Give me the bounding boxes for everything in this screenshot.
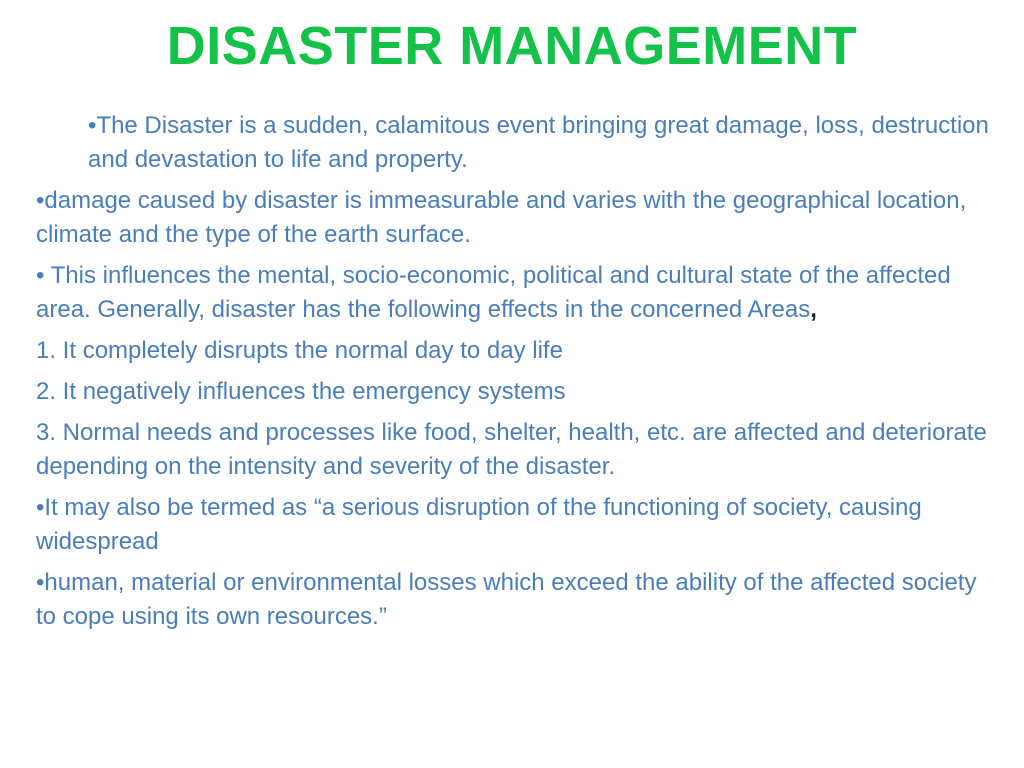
slide-title: DISASTER MANAGEMENT <box>166 16 858 76</box>
paragraph-losses: •human, material or environmental losses which exceed the ability of the affected society to cope using its own resources.” <box>36 569 977 630</box>
paragraph-damage: •damage caused by disaster is immeasurable and varies with the geographical location, climate and the type of the earth surface. <box>36 187 967 248</box>
list-item-2: 2. It negatively influences the emergency systems <box>36 378 566 405</box>
paragraph-influences <box>36 259 996 327</box>
paragraph-influences-text: • This influences the mental, socio-economic, political and cultural state of the affected area. Generally, disaster has the following effects in the concerned Areas <box>36 262 951 323</box>
list-item-1: 1. It completely disrupts the normal day to day life <box>36 337 563 364</box>
slide-body <box>36 109 996 641</box>
list-item-3: 3. Normal needs and processes like food, shelter, health, etc. are affected and deteriorate depending on the intensity and severity of the disaster. <box>36 419 987 480</box>
paragraph-termed: •It may also be termed as “a serious disruption of the functioning of society, causing widespread <box>36 494 922 555</box>
paragraph-definition: •The Disaster is a sudden, calamitous event bringing great damage, loss, destruction and devastation to life and property. <box>88 112 989 173</box>
paragraph-influences-suffix: , <box>810 296 817 323</box>
